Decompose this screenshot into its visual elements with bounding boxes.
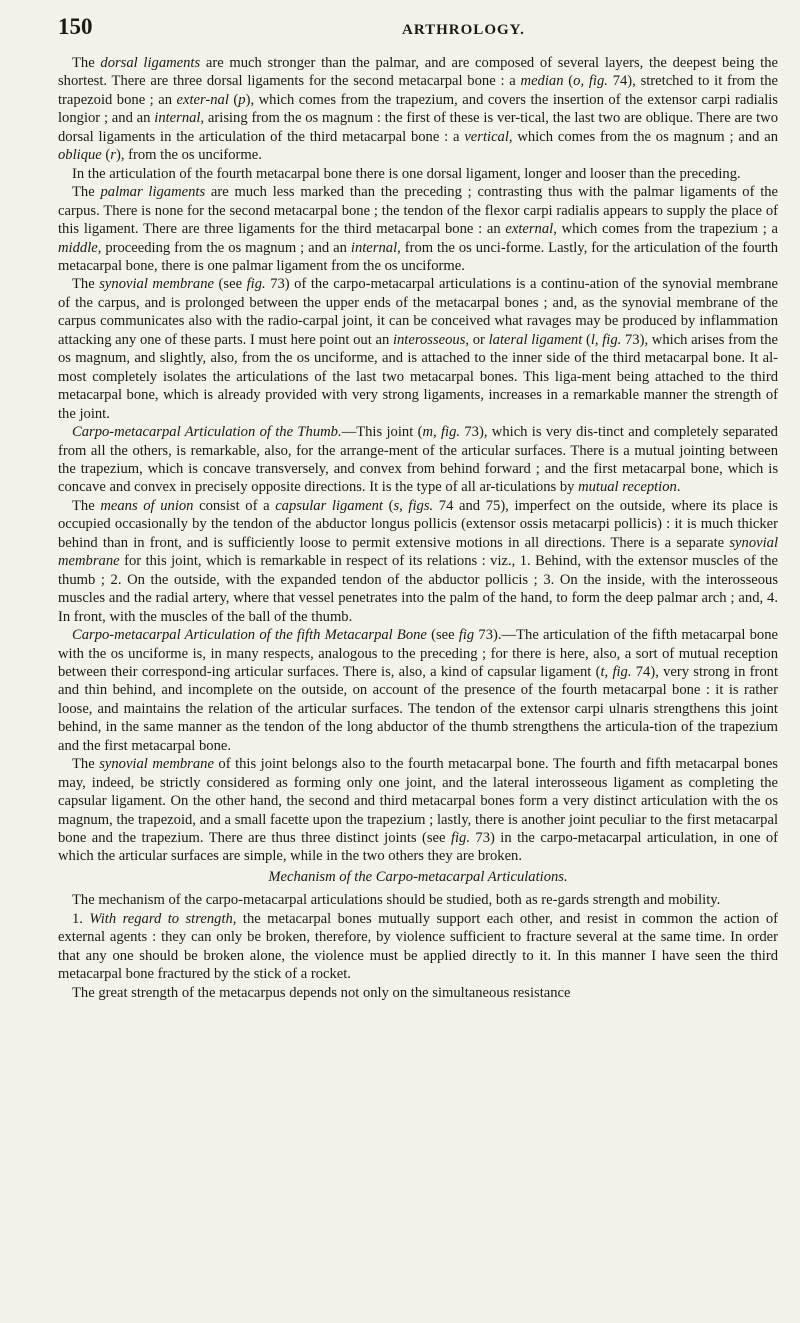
body-text <box>58 54 778 1002</box>
italic-text-run: fig. <box>246 276 266 293</box>
paragraph <box>58 755 778 866</box>
text-run: 73) in the carpo-metacarpal articulation, in one of which the articular surfaces are simple, while in the two others they are broken. <box>58 830 779 865</box>
running-head: ARTHROLOGY. <box>402 22 525 38</box>
text-run: 73), which is very dis-tinct and completely separated from all the others, is remarkable, also, for the arrange-ment of the articular surfaces. There is a mutual jointing between the trapezium, which is concave transversely, and convex from behind forward ; and the first metacarpal bone, which is concave and convex in precisely opposite directions. It is the type of all ar-ticulations by <box>58 424 778 496</box>
text-run: , which comes from the trapezium ; a <box>553 221 778 238</box>
text-run: ), from the os unciforme. <box>115 147 262 164</box>
paragraph <box>58 497 778 626</box>
text-run: (see <box>426 627 459 644</box>
text-run: The mechanism of the carpo-metacarpal articulations should be studied, both as re-gards strength and mobility. <box>72 892 721 909</box>
text-run: 74), very strong in front and thin behind, and incomplete on the outside, on account of the presence of the fourth metacarpal bone : it is rather loose, and maintains the relation of the articular surfaces. The tendon of the extensor carpi ulnaris strengthens this joint behind, in the same manner as the tendon of the long abductor of the thumb strengthens the articula-tion of the trapezium and the first metacarpal bone. <box>58 663 778 754</box>
paragraph <box>58 984 778 1002</box>
italic-text-run: Carpo-metacarpal Articulation of the Thumb. <box>72 424 342 441</box>
text-run: The <box>72 276 100 293</box>
italic-text-run: internal <box>350 239 398 256</box>
text-run: 74 and 75), imperfect on the outside, where its place is occupied occasionally by the tendon of the abductor longus pollicis (extensor ossis metacarpi pollicis) : it is much thicker behind than in front, and is sufficiently loose to permit extensive motions in all directions. There is a separate <box>58 497 778 551</box>
paragraph <box>58 626 778 755</box>
text-run: The <box>72 184 101 201</box>
italic-text-run: synovial membrane <box>99 756 214 773</box>
text-run: The <box>72 55 101 71</box>
text-run: consist of a <box>193 497 276 514</box>
section-heading: Mechanism of the Carpo-metacarpal Articulations. <box>268 868 568 885</box>
paragraph <box>58 891 778 909</box>
italic-text-run: o, fig. <box>573 73 608 90</box>
italic-text-run: interosseous <box>392 331 466 348</box>
italic-text-run: means of union <box>100 497 194 514</box>
text-run: , proceeding from the os magnum ; and an <box>97 239 351 256</box>
italic-text-run: synovial membrane <box>58 534 778 570</box>
paragraph <box>58 183 778 275</box>
text-run: 73).—The articulation of the fifth metacarpal bone with the os unciforme is, in many respects, analogous to the preceding ; for there is here, also, a sort of mutual reception between their correspond-ing articular surfaces. There is, also, a kind of capsular ligament ( <box>58 627 778 680</box>
text-run: , which comes from the os magnum ; and an <box>508 128 779 145</box>
text-run: ( <box>563 73 574 90</box>
italic-text-run: fig. <box>450 830 470 847</box>
italic-text-run: palmar ligaments <box>100 184 206 201</box>
text-run: 73) of the carpo-metacarpal articulations is a continu-ation of the synovial membrane of the carpus, and is prolonged between the upper ends of the metacarpal bones ; and, as the synovial membrane of the carpus communicates also with the radio-carpal joint, it can be conceived what ravages may be produced by inflammation attacking any one of these parts. I must here point out an <box>58 276 779 348</box>
text-run: In the articulation of the fourth metacarpal bone there is one dorsal ligament, longer and looser than the preceding. <box>72 165 741 182</box>
italic-text-run: t, fig. <box>600 663 632 680</box>
text-run: ), which comes from the trapezium, and covers the insertion of the extensor carpi radialis longior ; and an <box>58 91 778 127</box>
text-run: —This joint ( <box>341 424 423 441</box>
text-run: are much less marked than the preceding ; contrasting thus with the palmar ligaments of the carpus. There is none for the second metacarpal bone ; the tendon of the flexor carpi radialis appears to supply the place of this ligament. There are three ligaments for the third metacarpal bone : an <box>58 184 779 238</box>
italic-text-run: Carpo-metacarpal Articulation of the fifth Metacarpal Bone <box>72 627 427 644</box>
page-number: 150 <box>58 14 93 39</box>
italic-text-run: fig <box>458 627 475 644</box>
text-run: for this joint, which is remarkable in respect of its relations : viz., 1. Behind, with the extensor muscles of the thumb ; 2. On the outside, with the expanded tendon of the abductor pollicis ; 3. On the inside, with the interosseous muscles and the radial artery, where that vessel penetrates into the palm of the hand, to form the deep palmar arch ; and, 4. In front, with the muscles of the ball of the thumb. <box>58 553 778 625</box>
text-run: ( <box>228 91 239 108</box>
italic-text-run: external <box>505 221 554 238</box>
text-run: ( <box>382 497 394 514</box>
text-run: The <box>72 497 101 514</box>
text-run: of this joint belongs also to the fourth metacarpal bone. The fourth and fifth metacarpal bones may, indeed, be strictly considered as forming only one joint, and the lateral interosseous ligament as completing the capsular ligament. On the other hand, the second and third metacarpal bones form a very distinct articulation with the os magnum, the trapezoid, and a small facette upon the trapezium ; lastly, there is another joint peculiar to the first metacarpal bone and the trapezium. There are thus three distinct joints (see <box>58 756 778 847</box>
text-run: , from the os unci-forme. Lastly, for the articulation of the fourth metacarpal bone, there is one palmar ligament from the os unciforme. <box>58 239 778 274</box>
text-run: (see <box>214 276 247 293</box>
italic-text-run: dorsal ligaments <box>100 55 201 71</box>
text-run: ( <box>582 331 591 348</box>
text-run: . <box>676 479 681 496</box>
italic-text-run: median <box>520 73 564 90</box>
italic-text-run: l, fig. <box>590 331 622 348</box>
italic-text-run: exter-nal <box>176 91 229 108</box>
italic-text-run: capsular ligament <box>275 497 383 514</box>
italic-text-run: p <box>238 91 246 108</box>
text-run: , or <box>465 331 489 348</box>
paragraph <box>58 275 778 423</box>
italic-text-run: middle <box>58 239 98 256</box>
paragraphs-before-heading <box>58 54 778 866</box>
text-run: ( <box>101 147 111 164</box>
text-run: are much stronger than the palmar, and are composed of several layers, the deepest being the shortest. There are three dorsal ligaments for the second metacarpal bone : a <box>58 55 779 90</box>
text-run: , arising from the os magnum : the first of these is ver-tical, the last two are oblique. There are two dorsal ligaments in the articulation of the third metacarpal bone : a <box>58 110 778 145</box>
italic-text-run: synovial membrane <box>99 276 215 293</box>
text-run: 1. <box>72 910 90 927</box>
italic-text-run: internal <box>154 110 201 127</box>
paragraph <box>58 910 778 984</box>
italic-text-run: m, fig. <box>422 424 461 441</box>
italic-text-run: s, figs. <box>393 497 434 514</box>
text-run: 73), which arises from the os magnum, and slightly, also, from the os unciforme, and is attached to the inner side of the third metacarpal bone. It al-most completely isolates the articulations of the last two metacarpal bones. This liga-ment being attached to the third metacarpal bone, which is already provided with very strong ligaments, increases in a remarkable manner the strength of the joint. <box>58 331 778 422</box>
italic-text-run: oblique <box>58 147 102 164</box>
paragraph <box>58 54 778 165</box>
text-run: The <box>72 756 100 773</box>
italic-text-run: lateral ligament <box>488 331 583 348</box>
italic-text-run: vertical <box>464 128 509 145</box>
text-run: The great strength of the metacarpus depends not only on the simultaneous resistance <box>72 984 571 1001</box>
italic-text-run: r <box>110 147 116 164</box>
italic-text-run: mutual reception <box>578 479 677 496</box>
paragraphs-after-heading <box>58 891 778 1002</box>
text-run: 74), stretched to it from the trapezoid bone ; an <box>58 73 778 108</box>
paragraph <box>58 165 778 183</box>
page-header <box>58 14 778 50</box>
italic-text-run: With regard to strength, <box>89 910 237 927</box>
paragraph <box>58 423 778 497</box>
text-run: the metacarpal bones mutually support each other, and resist in common the action of external agents : they can only be broken, therefore, by violence sufficient to fracture several at the same time. In order that any one should be broken alone, the violence must be applied directly to it. In this manner I have seen the third metacarpal bone fractured by the stick of a rocket. <box>58 910 779 983</box>
